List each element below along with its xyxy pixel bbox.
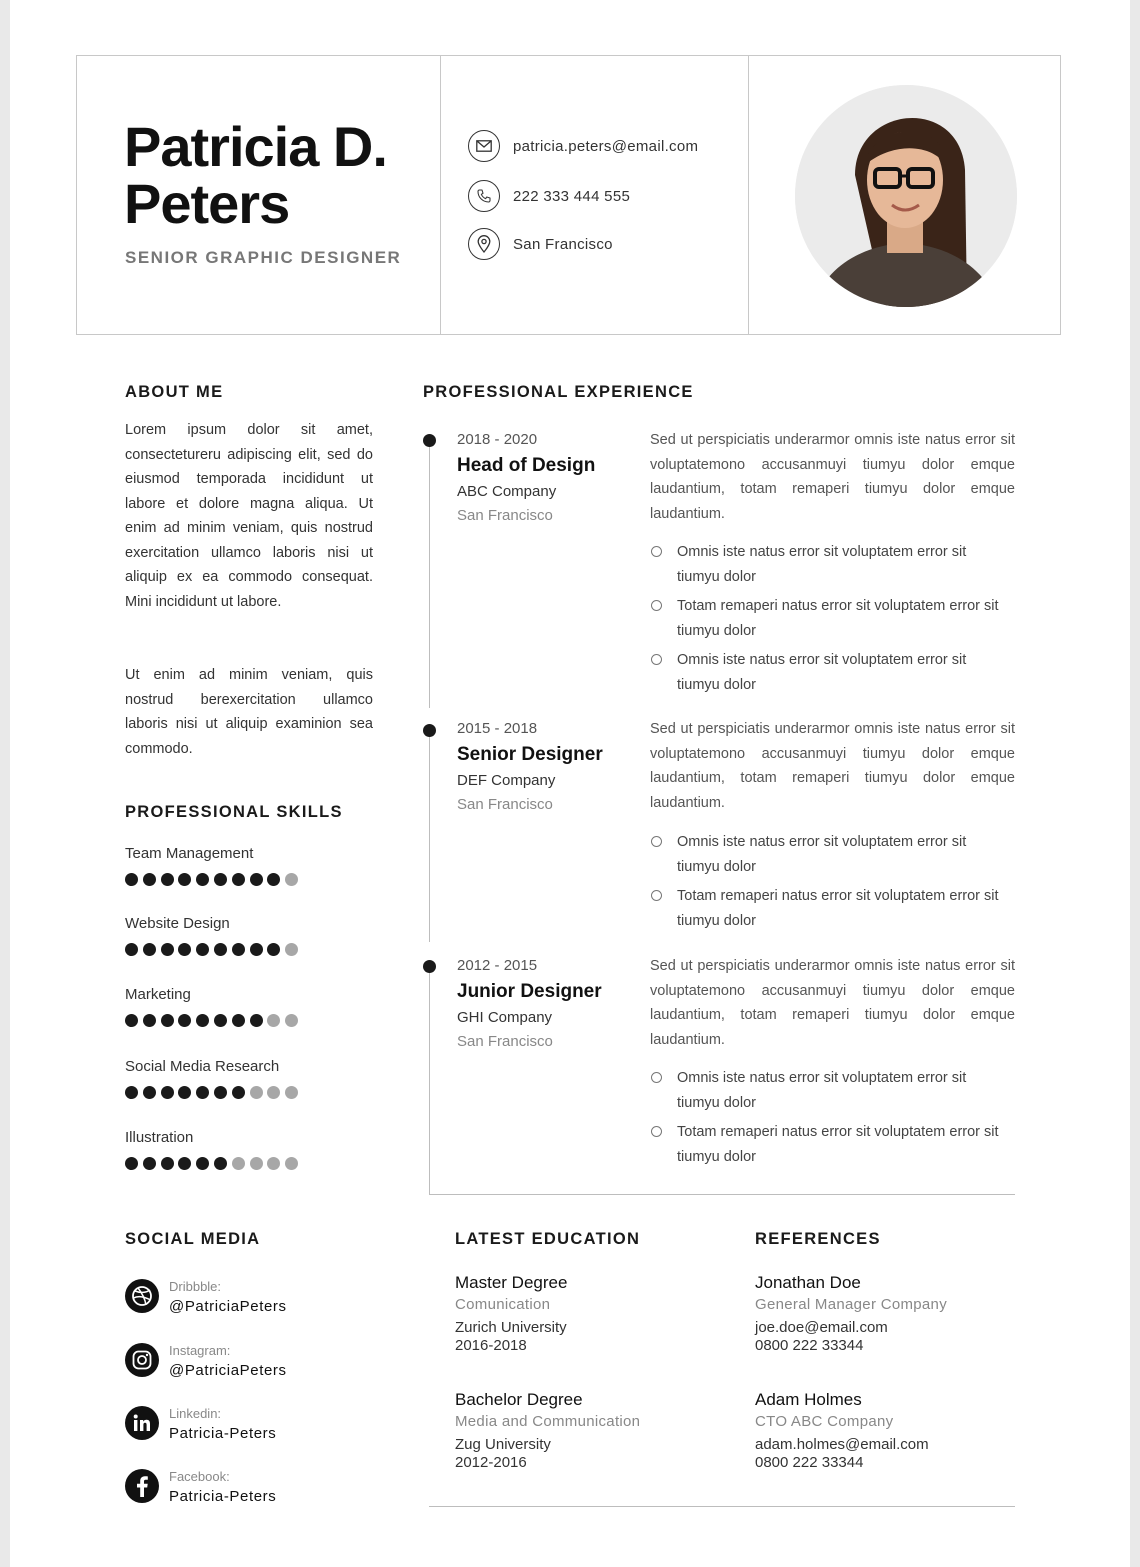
school: Zug University: [455, 1436, 551, 1453]
education-item: [455, 1273, 567, 1354]
reference-item: [755, 1390, 929, 1471]
rating-dot-filled: [125, 873, 138, 886]
bullet-circle-icon: [651, 546, 662, 557]
rating-dot-empty: [250, 1157, 263, 1170]
bullet-circle-icon: [651, 600, 662, 611]
reference-name: Adam Holmes: [755, 1390, 862, 1409]
skill-rating: [125, 873, 303, 886]
rating-dot-empty: [285, 1014, 298, 1027]
timeline-line: [429, 973, 430, 1195]
timeline-dot: [423, 724, 436, 737]
reference-name: Jonathan Doe: [755, 1273, 861, 1292]
reference-email[interactable]: adam.holmes@email.com: [755, 1436, 929, 1453]
contact-email[interactable]: [468, 128, 698, 164]
rating-dot-filled: [125, 1157, 138, 1170]
rating-dot-empty: [232, 1157, 245, 1170]
rating-dot-filled: [267, 873, 280, 886]
rating-dot-empty: [285, 1157, 298, 1170]
bullet-text: Omnis iste natus error sit voluptatem error sit tiumyu dolor: [677, 834, 967, 875]
rating-dot-filled: [143, 1157, 156, 1170]
timeline-dot: [423, 434, 436, 447]
job-years: 2018 - 2020: [457, 431, 538, 448]
reference-phone: 0800 222 33344: [755, 1454, 864, 1471]
rating-dot-filled: [232, 1086, 245, 1099]
education-item: [455, 1390, 640, 1471]
rating-dot-filled: [250, 873, 263, 886]
bullet-circle-icon: [651, 890, 662, 901]
job-company: GHI Company: [457, 1009, 553, 1026]
job-bullet: [650, 1066, 1015, 1115]
rating-dot-empty: [267, 1086, 280, 1099]
skill-rating: [125, 1086, 303, 1099]
rating-dot-filled: [161, 1086, 174, 1099]
skill-rating: [125, 1014, 303, 1027]
field: Media and Communication: [455, 1413, 641, 1430]
job-entry: [457, 720, 637, 813]
bullet-text: Totam remaperi natus error sit voluptatem error sit tiumyu dolor: [677, 598, 999, 639]
section-divider: [429, 1194, 1015, 1195]
contact-phone[interactable]: [468, 178, 630, 214]
rating-dot-filled: [125, 1014, 138, 1027]
bullet-text: Omnis iste natus error sit voluptatem error sit tiumyu dolor: [677, 544, 967, 585]
about-heading: ABOUT ME: [125, 383, 224, 401]
contact-location: [468, 226, 613, 262]
references-heading: REFERENCES: [755, 1230, 881, 1248]
instagram-icon: [125, 1343, 159, 1377]
social-handle: @PatriciaPeters: [169, 1298, 287, 1315]
mail-icon: [468, 130, 500, 162]
field: Comunication: [455, 1296, 551, 1313]
skill-item: [125, 915, 303, 956]
rating-dot-filled: [196, 943, 209, 956]
name-line-2: Peters: [124, 172, 290, 235]
bullet-text: Omnis iste natus error sit voluptatem error sit tiumyu dolor: [677, 652, 967, 693]
rating-dot-filled: [161, 943, 174, 956]
skill-name: Illustration: [125, 1129, 194, 1146]
job-city: San Francisco: [457, 796, 553, 813]
school: Zurich University: [455, 1319, 567, 1336]
bullet-circle-icon: [651, 1072, 662, 1083]
timeline-line: [429, 736, 430, 942]
job-company: ABC Company: [457, 483, 557, 500]
job-description: Sed ut perspiciatis underarmor omnis iste natus error sit voluptatemono accusanmuyi tiumyu dolor emque laudantium, totam remaperi tiumyu dolor emque laudantium.: [650, 958, 1015, 1048]
social-handle: Patricia-Peters: [169, 1425, 277, 1442]
rating-dot-filled: [214, 873, 227, 886]
rating-dot-filled: [232, 873, 245, 886]
skill-item: [125, 986, 303, 1027]
rating-dot-empty: [285, 1086, 298, 1099]
bullet-circle-icon: [651, 1126, 662, 1137]
rating-dot-filled: [178, 1157, 191, 1170]
job-description: Sed ut perspiciatis underarmor omnis iste natus error sit voluptatemono accusanmuyi tiumyu dolor emque laudantium, totam remaperi tiumyu dolor emque laudantium.: [650, 721, 1015, 811]
rating-dot-filled: [214, 1157, 227, 1170]
rating-dot-empty: [285, 873, 298, 886]
job-city: San Francisco: [457, 1033, 553, 1050]
rating-dot-filled: [250, 943, 263, 956]
bullet-text: Totam remaperi natus error sit voluptatem error sit tiumyu dolor: [677, 1124, 999, 1165]
job-bullet: [650, 830, 1015, 879]
reference-phone: 0800 222 33344: [755, 1337, 864, 1354]
linkedin-icon: [125, 1406, 159, 1440]
job-bullet: [650, 594, 1015, 643]
reference-item: [755, 1273, 947, 1354]
skill-item: [125, 1058, 303, 1099]
job-position: Head of Design: [457, 455, 596, 476]
social-network: Dribbble:: [169, 1279, 222, 1294]
rating-dot-empty: [250, 1086, 263, 1099]
skill-item: [125, 845, 303, 886]
skill-rating: [125, 1157, 303, 1170]
name-line-1: Patricia D.: [124, 115, 387, 178]
job-entry: [457, 957, 637, 1050]
job-bullet: [650, 884, 1015, 933]
rating-dot-empty: [285, 943, 298, 956]
rating-dot-filled: [143, 1014, 156, 1027]
rating-dot-filled: [214, 1014, 227, 1027]
job-position: Junior Designer: [457, 981, 602, 1002]
rating-dot-filled: [196, 1014, 209, 1027]
social-network: Facebook:: [169, 1469, 230, 1484]
rating-dot-filled: [178, 873, 191, 886]
header-divider: [440, 56, 441, 334]
job-title: SENIOR GRAPHIC DESIGNER: [125, 248, 402, 267]
job-description: Sed ut perspiciatis underarmor omnis iste natus error sit voluptatemono accusanmuyi tiumyu dolor emque laudantium, totam remaperi tiumyu dolor emque laudantium.: [650, 432, 1015, 522]
rating-dot-filled: [125, 1086, 138, 1099]
section-divider: [429, 1506, 1015, 1507]
rating-dot-filled: [125, 943, 138, 956]
job-entry: [457, 431, 637, 524]
dribbble-icon: [125, 1279, 159, 1313]
job-bullet: [650, 648, 1015, 697]
rating-dot-filled: [161, 1014, 174, 1027]
social-handle: @PatriciaPeters: [169, 1362, 287, 1379]
rating-dot-filled: [267, 943, 280, 956]
skill-name: Social Media Research: [125, 1058, 280, 1075]
social-network: Instagram:: [169, 1343, 231, 1358]
timeline-line: [429, 446, 430, 708]
reference-role: CTO ABC Company: [755, 1413, 894, 1430]
facebook-icon: [125, 1469, 159, 1503]
job-company: DEF Company: [457, 772, 556, 789]
job-city: San Francisco: [457, 507, 553, 524]
rating-dot-filled: [178, 943, 191, 956]
social-heading: SOCIAL MEDIA: [125, 1230, 261, 1248]
rating-dot-filled: [178, 1014, 191, 1027]
degree: Bachelor Degree: [455, 1390, 583, 1409]
skill-rating: [125, 943, 303, 956]
rating-dot-filled: [143, 943, 156, 956]
years: 2016-2018: [455, 1337, 527, 1354]
social-handle: Patricia-Peters: [169, 1488, 277, 1505]
bullet-text: Omnis iste natus error sit voluptatem error sit tiumyu dolor: [677, 1070, 967, 1111]
job-years: 2015 - 2018: [457, 720, 538, 737]
social-network: Linkedin:: [169, 1406, 222, 1421]
reference-role: General Manager Company: [755, 1296, 947, 1313]
bullet-circle-icon: [651, 836, 662, 847]
timeline-dot: [423, 960, 436, 973]
job-position: Senior Designer: [457, 744, 603, 765]
rating-dot-filled: [161, 1157, 174, 1170]
location-text: San Francisco: [513, 235, 613, 253]
skill-name: Team Management: [125, 845, 254, 862]
experience-heading: PROFESSIONAL EXPERIENCE: [423, 383, 694, 401]
rating-dot-filled: [250, 1014, 263, 1027]
years: 2012-2016: [455, 1454, 527, 1471]
skill-name: Marketing: [125, 986, 191, 1003]
job-bullet: [650, 1120, 1015, 1169]
bullet-text: Totam remaperi natus error sit voluptatem error sit tiumyu dolor: [677, 888, 999, 929]
job-bullet: [650, 540, 1015, 589]
skills-heading: PROFESSIONAL SKILLS: [125, 803, 343, 821]
rating-dot-filled: [143, 873, 156, 886]
rating-dot-filled: [214, 943, 227, 956]
reference-email[interactable]: joe.doe@email.com: [755, 1319, 888, 1336]
rating-dot-filled: [232, 1014, 245, 1027]
rating-dot-filled: [143, 1086, 156, 1099]
rating-dot-empty: [267, 1014, 280, 1027]
phone-text: 222 333 444 555: [513, 187, 631, 205]
rating-dot-empty: [267, 1157, 280, 1170]
job-years: 2012 - 2015: [457, 957, 538, 974]
rating-dot-filled: [214, 1086, 227, 1099]
email-text: patricia.peters@email.com: [513, 137, 699, 155]
rating-dot-filled: [196, 1086, 209, 1099]
phone-icon: [468, 180, 500, 212]
location-pin-icon: [468, 228, 500, 260]
full-name: [124, 115, 387, 235]
rating-dot-filled: [196, 873, 209, 886]
skill-item: [125, 1129, 303, 1170]
education-heading: LATEST EDUCATION: [455, 1230, 641, 1248]
header-divider: [748, 56, 749, 334]
about-paragraph: Ut enim ad minim veniam, quis nostrud berexercitation ullamco laboris nisi ut aliquip examinion sea commodo.: [125, 667, 373, 757]
bullet-circle-icon: [651, 654, 662, 665]
rating-dot-filled: [178, 1086, 191, 1099]
rating-dot-filled: [232, 943, 245, 956]
rating-dot-filled: [161, 873, 174, 886]
rating-dot-filled: [196, 1157, 209, 1170]
about-paragraph: Lorem ipsum dolor sit amet, consecteturеru adipiscing elit, sed do eiusmod temporada incididunt ut labore et dolore magna aliqua. Ut enim ad minim veniam, quis nostrud exercitation ullamco laboris nisi ut aliquip ex ea commodo consequat. Mini incididunt ut labore.: [125, 422, 373, 610]
degree: Master Degree: [455, 1273, 568, 1292]
profile-photo: [795, 85, 1017, 307]
skill-name: Website Design: [125, 915, 230, 932]
